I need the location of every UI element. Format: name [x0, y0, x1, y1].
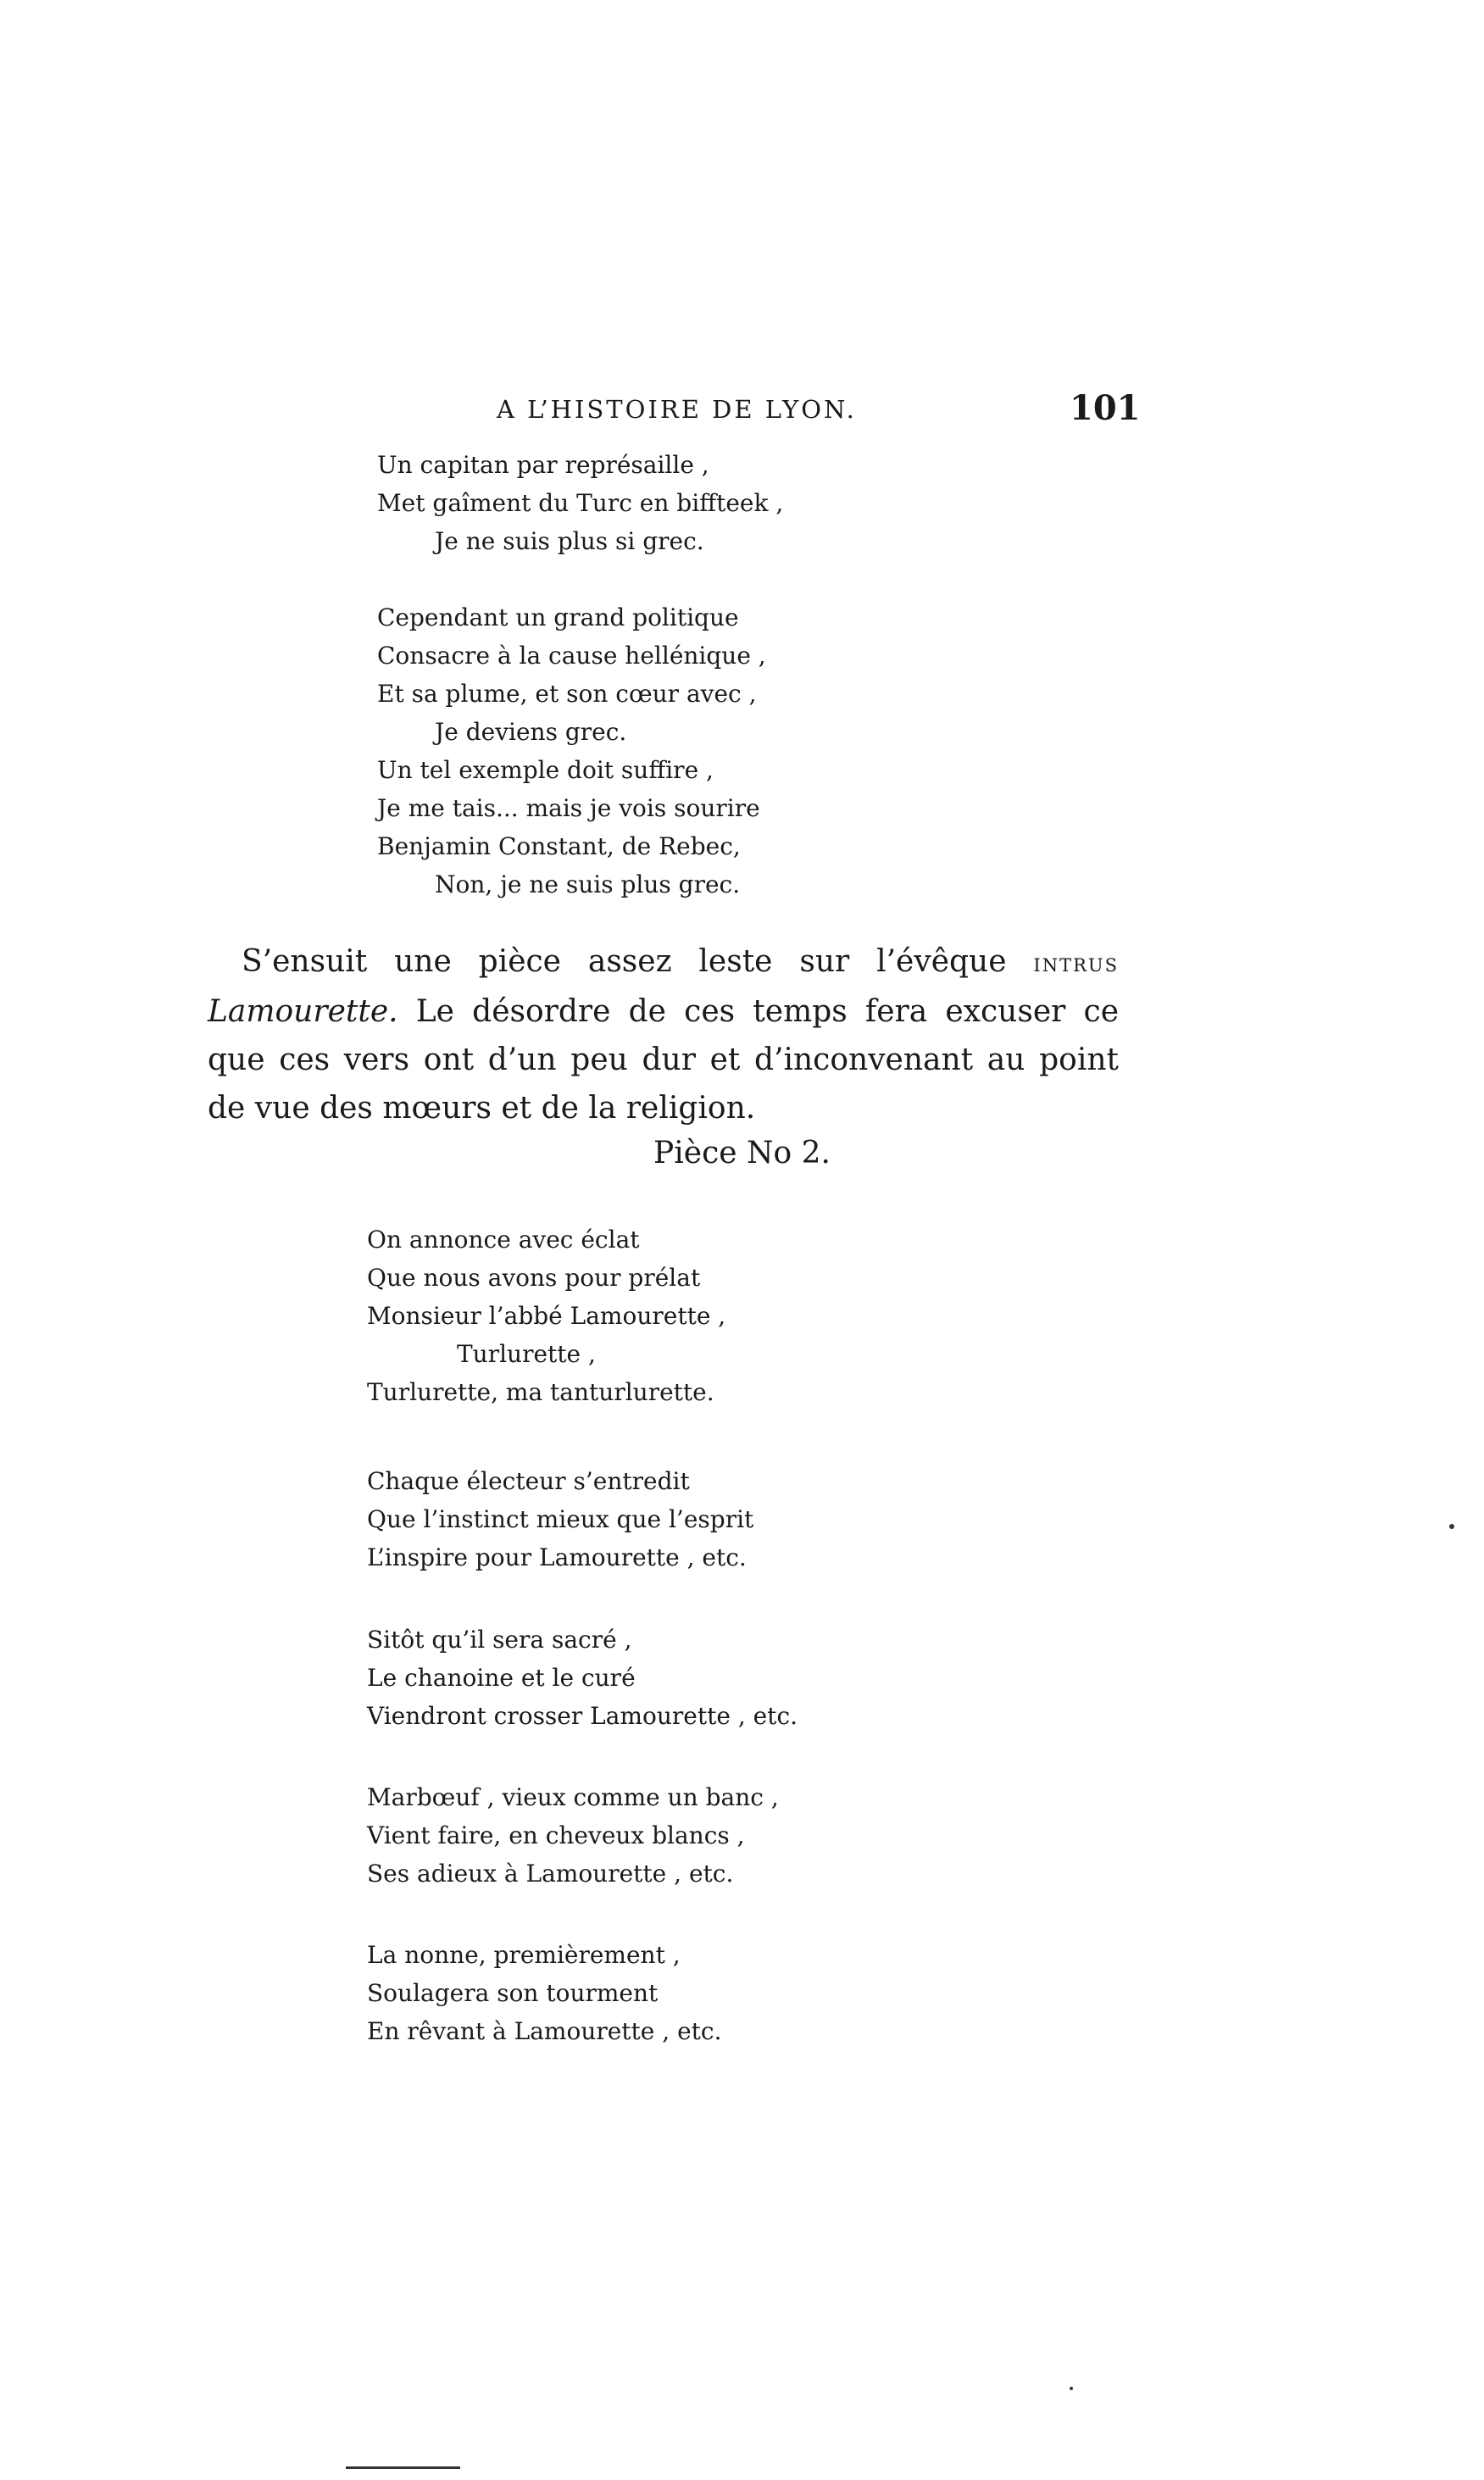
piece-stanza-1 [367, 1221, 725, 1411]
verse-line: En rêvant à Lamourette , etc. [367, 2017, 722, 2045]
paragraph-text [208, 937, 1119, 1132]
paragraph-intrus: intrus [1033, 948, 1119, 978]
page-number: 101 [1070, 388, 1141, 428]
piece-stanza-4 [367, 1778, 779, 1893]
scan-speck [1070, 2387, 1073, 2390]
verse-line: Benjamin Constant, de Rebec, [377, 832, 741, 860]
verse-stanza-second [377, 598, 766, 904]
verse-line: Chaque électeur s’entredit [367, 1467, 690, 1495]
paragraph-rest: Le désordre de ces temps fera excuser ce que ces vers ont d’un peu dur et d’inconvenant au point de vue des mœurs et de la religion. [208, 994, 1119, 1126]
verse-line: Cependant un grand politique [377, 603, 739, 631]
running-title: A L’HISTOIRE DE LYON. [497, 395, 857, 424]
verse-line: Le chanoine et le curé [367, 1664, 636, 1692]
verse-line: Monsieur l’abbé Lamourette , [367, 1302, 726, 1330]
verse-line: Marbœuf , vieux comme un banc , [367, 1783, 779, 1811]
verse-line: La nonne, premièrement , [367, 1941, 681, 1969]
verse-line: Ses adieux à Lamourette , etc. [367, 1860, 734, 1888]
piece-stanza-2 [367, 1462, 753, 1576]
verse-line: Que nous avons pour prélat [367, 1264, 701, 1292]
paragraph-start: S’ensuit une pièce assez leste sur l’évêque [242, 944, 1007, 979]
verse-line: Que l’instinct mieux que l’esprit [367, 1505, 754, 1533]
verse-line: Un capitan par représaille , [377, 451, 709, 479]
verse-line: Viendront crosser Lamourette , etc. [367, 1702, 798, 1730]
piece-stanza-3 [367, 1621, 798, 1735]
verse-line: Soulagera son tourment [367, 1979, 659, 2007]
verse-line: L’inspire pour Lamourette , etc. [367, 1543, 747, 1571]
verse-stanza-top [377, 446, 783, 560]
verse-line: On annonce avec éclat [367, 1226, 640, 1254]
piece-title: Pièce No 2. [653, 1136, 831, 1170]
verse-line: Sitôt qu’il sera sacré , [367, 1626, 632, 1654]
verse-line: Met gaîment du Turc en biffteek , [377, 489, 784, 517]
scan-edge-line [346, 2466, 460, 2469]
verse-line: Non, je ne suis plus grec. [435, 870, 741, 898]
prose-paragraph [208, 937, 1119, 1132]
verse-line: Et sa plume, et son cœur avec , [377, 680, 757, 708]
page-header [0, 388, 1484, 431]
verse-line: Je ne suis plus si grec. [435, 527, 704, 555]
verse-line: Un tel exemple doit suffire , [377, 756, 714, 784]
verse-line: Turlurette , [457, 1340, 596, 1368]
scan-speck [1449, 1524, 1454, 1529]
paragraph-name: Lamourette. [208, 994, 398, 1029]
verse-line: Je me tais... mais je vois sourire [377, 794, 760, 822]
verse-line: Turlurette, ma tanturlurette. [367, 1378, 714, 1406]
verse-line: Vient faire, en cheveux blancs , [367, 1821, 745, 1849]
piece-stanza-5 [367, 1936, 721, 2050]
verse-line: Consacre à la cause hellénique , [377, 642, 766, 670]
verse-line: Je deviens grec. [435, 718, 627, 746]
